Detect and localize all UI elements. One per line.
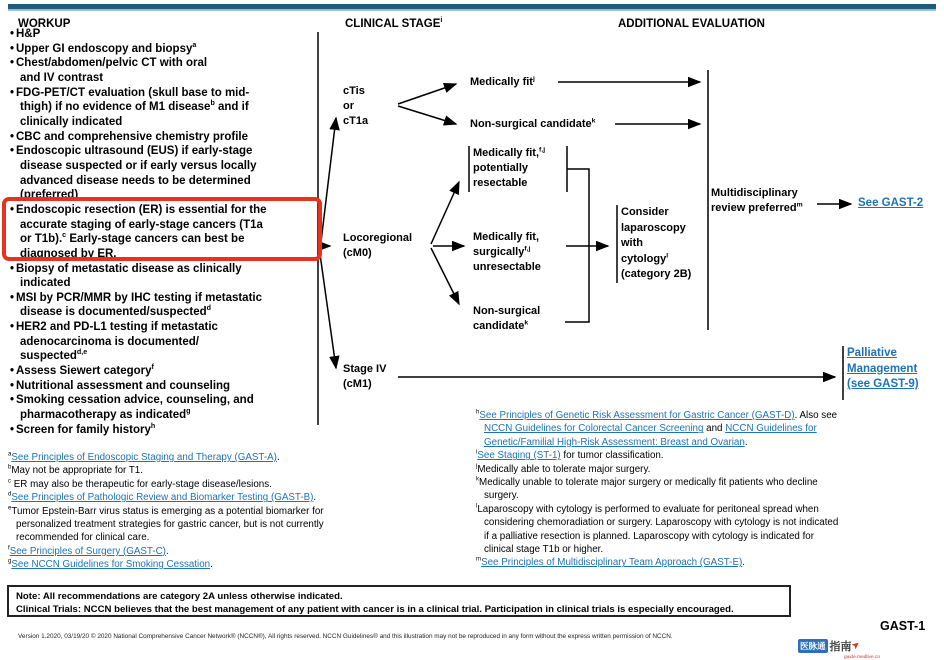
workup-item: • Screen for family history$^h$	[10, 421, 156, 436]
bullet-icon: •	[10, 262, 15, 275]
footnote-text: . Also see	[794, 410, 838, 421]
note-line-clinical-trials: Clinical Trials: NCCN believes that the best management of any patient with cancer is in a clinical trial. Participation in clinical trials is especially encouraged.	[16, 604, 734, 615]
workup-item: • FDG-PET/CT evaluation (skull base to mid- thigh) if no evidence of M1 disease$^b$ and if clinically indicated	[10, 86, 250, 128]
workup-item: • CBC and comprehensive chemistry profile	[10, 130, 248, 143]
footnote-marker: i	[476, 449, 478, 456]
bullet-icon: •	[10, 423, 15, 436]
footnote-link[interactable]: See Principles of Surgery (GAST-C)	[9, 545, 166, 557]
footnote-marker: h	[476, 409, 480, 416]
arrow-loco-to-nonsurgical2	[431, 248, 459, 304]
footnote-text: .	[313, 492, 317, 504]
footnote-text: .	[744, 436, 748, 448]
red-arrow-icon: ➤	[848, 638, 863, 653]
footnote-link[interactable]: See Principles of Pathologic Review and Biomarker Testing (GAST-B)	[11, 492, 314, 504]
footnote-marker: d	[8, 491, 12, 498]
footnote-text: .	[276, 452, 280, 463]
bullet-icon: •	[10, 321, 15, 334]
page-code: GAST-1	[880, 619, 926, 633]
footnote-text: .	[742, 557, 745, 569]
footnote-text: and	[703, 423, 726, 435]
footnote-link[interactable]: See NCCN Guidelines for Smoking Cessation	[11, 559, 211, 571]
node-locoregional: Locoregional (cM0)	[343, 232, 413, 259]
workup-item: • H&P	[10, 28, 41, 40]
node-ctis: cTis or cT1a	[343, 85, 369, 127]
bullet-icon: •	[10, 291, 15, 304]
footnote-marker: f	[8, 545, 10, 552]
bullet-icon: •	[10, 203, 15, 216]
footnote-text: Laparoscopy with cytology is performed to evaluate for peritoneal spread when considering chemoradiation or surgery. Laparoscopy with cytology is not indicated if a palliative resection is planned. Laparoscopy with cytology is indicated for clinical stage T1b or higher.	[477, 503, 839, 556]
medlive-guide-label: 指南	[829, 640, 852, 653]
footnote-marker: m	[476, 557, 482, 564]
bullet-icon: •	[10, 145, 15, 158]
footnote-marker: l	[476, 503, 478, 510]
link-palliative-management[interactable]: Palliative Management (see GAST-9)	[847, 347, 919, 391]
node-fit-resectable: Medically fit,$^{f,j}$ potentially resectable	[473, 146, 546, 189]
bullet-icon: •	[10, 86, 15, 99]
workup-item: • Nutritional assessment and counseling	[10, 379, 231, 392]
node-fit-unresectable: Medically fit, surgically$^{f,j}$ unresectable	[473, 231, 541, 273]
workup-item: • Endoscopic ultrasound (EUS) if early-stage disease suspected or if early versus locally advanced disease needs to be determined (preferred)	[10, 145, 257, 202]
footnote-marker: k	[476, 476, 480, 483]
footnote-link[interactable]: NCCN Guidelines for Genetic/Familial High-Risk Assessment: Breast and Ovarian	[484, 423, 817, 448]
arrow-to-stage-iv	[320, 254, 336, 368]
node-multidisciplinary-review: Multidisciplinary review preferred$^m$	[711, 187, 803, 214]
footnote-text: .	[210, 559, 213, 571]
workup-item: • Smoking cessation advice, counseling, and pharmacotherapy as indicated$^g$	[10, 394, 254, 422]
node-non-surgical-candidate2: Non-surgical candidate$^k$	[473, 305, 541, 332]
footnote-text: Medically able to tolerate major surgery.	[477, 463, 651, 475]
footnote-marker: e	[8, 505, 12, 512]
arrow-ctis-to-nonsurgical	[398, 106, 456, 124]
arrow-to-ctis	[320, 118, 336, 250]
workup-item: • Upper GI endoscopy and biopsy$^a$	[10, 40, 197, 55]
bullet-icon: •	[10, 394, 15, 407]
footnote-link[interactable]: See Principles of Genetic Risk Assessment for Gastric Cancer (GAST-D)	[479, 410, 795, 421]
workup-item: • Biopsy of metastatic disease as clinically indicated	[10, 262, 242, 290]
workup-item: • Endoscopic resection (ER) is essential for the accurate staging of early-stage cancers (T1a or T1b).$^c$ Early-stage cancers can best be diagnosed by ER.	[10, 203, 267, 260]
bullet-icon: •	[10, 130, 15, 143]
node-stage-iv: Stage IV (cM1)	[343, 363, 387, 390]
medlive-url: guide.medlive.cn	[844, 655, 880, 660]
footnote-marker: j	[476, 463, 478, 470]
footnote-text: .	[165, 545, 169, 557]
footnote-text: ER may also be therapeutic for early-stage disease/lesions.	[11, 478, 272, 490]
footnote-text: for tumor classification.	[560, 450, 664, 462]
node-medically-fit: Medically fit$^j$	[470, 75, 535, 88]
footnote-text: Medically unable to tolerate major surgery or medically fit patients who decline surgery.	[479, 477, 818, 502]
arrow-loco-to-resectable	[431, 182, 459, 244]
footnote-marker: a	[8, 451, 12, 458]
bullet-icon: •	[10, 28, 15, 40]
footnote-link[interactable]: NCCN Guidelines for Colorectal Cancer Screening	[484, 423, 704, 435]
footnote-link[interactable]: See Staging (ST-1)	[477, 450, 561, 462]
bullet-icon: •	[10, 379, 15, 392]
workup-item: • HER2 and PD-L1 testing if metastatic adenocarcinoma is documented/ suspected$^{d,e}$	[10, 321, 218, 363]
footnote-text: May not be appropriate for T1.	[11, 465, 143, 477]
bullet-icon: •	[10, 365, 15, 378]
footnote-text: Tumor Epstein-Barr virus status is emerging as a potential biomarker for personalized treatment strategies for gastric cancer, but is not currently recommended for clinical care.	[11, 505, 324, 544]
clinical-stage-header: CLINICAL STAGE$^i$	[345, 16, 443, 30]
bullet-icon: •	[10, 57, 15, 70]
footnote-marker: c	[8, 478, 12, 485]
workup-item: • Assess Siewert category$^f$	[10, 363, 154, 378]
footnote-link[interactable]: See Principles of Endoscopic Staging and Therapy (GAST-A)	[11, 452, 277, 463]
note-line-category: Note: All recommendations are category 2A unless otherwise indicated.	[16, 591, 343, 602]
node-non-surgical-candidate: Non-surgical candidate$^k$	[470, 117, 596, 130]
bullet-icon: •	[10, 42, 15, 55]
workup-item: • MSI by PCR/MMR by IHC testing if metastatic disease is documented/suspected$^d$	[10, 291, 263, 319]
additional-evaluation-header: ADDITIONAL EVALUATION	[618, 18, 765, 30]
footnote-marker: b	[8, 465, 12, 472]
arrow-ctis-to-fit	[398, 84, 456, 104]
node-consider-laparoscopy: Consider laparoscopy with cytology$^l$ (category 2B)	[621, 206, 692, 281]
link-see-gast2[interactable]: See GAST-2	[858, 197, 924, 209]
medlive-badge: 医脉通	[800, 640, 826, 651]
footnote-link[interactable]: See Principles of Multidisciplinary Team Approach (GAST-E)	[481, 557, 743, 569]
version-copyright-line: Version 1.2020, 03/19/20 © 2020 National Comprehensive Cancer Network® (NCCN®), All rights reserved. NCCN Guidelines® and this illustration may not be reproduced in any form without the express written permission of NCCN.	[18, 633, 673, 640]
workup-header: WORKUP	[18, 18, 71, 30]
footnote-marker: g	[8, 558, 12, 565]
workup-item: • Chest/abdomen/pelvic CT with oral and IV contrast	[10, 57, 208, 84]
